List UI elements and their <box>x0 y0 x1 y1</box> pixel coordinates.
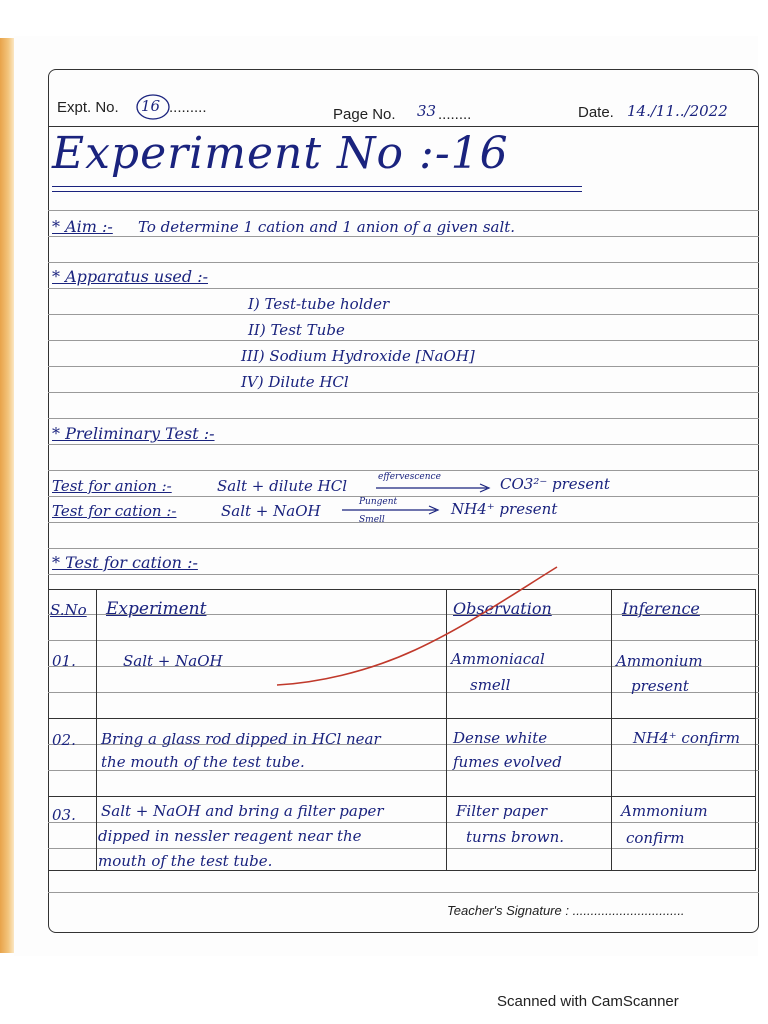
cation-arrow-label-top: Pungent <box>359 497 398 507</box>
page-no-label: Page No. <box>333 106 396 123</box>
row2-experiment: Bring a glass rod dipped in HCl near <box>101 730 381 748</box>
row2-experiment: the mouth of the test tube. <box>101 753 305 771</box>
page-no-dots: ........ <box>438 106 472 123</box>
row1-inference: present <box>631 677 689 695</box>
ruled-line <box>48 236 759 237</box>
ruled-line <box>48 262 759 263</box>
date-value: 14./11../2022 <box>627 102 728 120</box>
row1-sno: 01. <box>52 652 76 670</box>
ruled-line <box>48 444 759 445</box>
aim-text: To determine 1 cation and 1 anion of a given salt. <box>138 218 516 236</box>
row3-inference: Ammonium <box>621 802 708 820</box>
apparatus-item: I) Test-tube holder <box>248 295 390 313</box>
ruled-line <box>48 314 759 315</box>
ruled-line <box>48 470 759 471</box>
apparatus-item: III) Sodium Hydroxide [NaOH] <box>241 347 475 365</box>
row3-experiment: mouth of the test tube. <box>98 852 273 870</box>
teacher-signature: Teacher's Signature : ............................... <box>447 903 685 918</box>
row1-observation: Ammoniacal <box>451 650 545 668</box>
table-col-divider <box>611 589 612 870</box>
ruled-line <box>48 418 759 419</box>
ruled-line <box>48 496 759 497</box>
title-underline <box>52 186 582 187</box>
anion-arrow <box>375 483 493 493</box>
header-divider <box>48 126 759 127</box>
anion-test-reaction: Salt + dilute HCl <box>217 477 348 495</box>
row3-observation: turns brown. <box>466 828 565 846</box>
expt-no-value: 16 <box>141 97 161 115</box>
apparatus-label: * Apparatus used :- <box>52 267 208 286</box>
ruled-line <box>48 210 759 211</box>
ruled-line <box>48 822 759 823</box>
row1-observation: smell <box>470 676 511 694</box>
ruled-line <box>48 892 759 893</box>
cation-arrow-label-bottom: Smell <box>359 515 385 525</box>
row2-observation: Dense white <box>453 729 548 747</box>
aim-label: * Aim :- <box>52 217 113 236</box>
notebook-binding-edge <box>0 38 14 953</box>
expt-no-dots: ......... <box>169 99 207 116</box>
ruled-line <box>48 366 759 367</box>
table-col-divider <box>96 589 97 870</box>
row3-experiment: Salt + NaOH and bring a filter paper <box>101 802 384 820</box>
ruled-line <box>48 548 759 549</box>
apparatus-item: IV) Dilute HCl <box>241 373 349 391</box>
anion-arrow-label: effervescence <box>378 472 441 482</box>
expt-no-label: Expt. No. <box>57 99 119 116</box>
expt-no-circle <box>134 92 172 122</box>
header-inference: Inference <box>622 599 700 618</box>
ruled-line <box>48 848 759 849</box>
row3-inference: confirm <box>626 829 685 847</box>
row2-observation: fumes evolved <box>453 753 562 771</box>
date-label: Date. <box>578 104 614 121</box>
cation-test-reaction: Salt + NaOH <box>221 502 321 520</box>
row3-experiment: dipped in nessler reagent near the <box>98 827 362 845</box>
row1-experiment: Salt + NaOH <box>123 652 223 670</box>
row3-sno: 03. <box>52 806 76 824</box>
table-row-divider <box>48 718 756 719</box>
ruled-line <box>48 340 759 341</box>
test-cation-label: * Test for cation :- <box>52 553 198 572</box>
table-right-border <box>755 589 756 870</box>
row3-observation: Filter paper <box>456 802 548 820</box>
teacher-check-mark <box>275 565 560 690</box>
cation-result: NH4⁺ present <box>451 500 558 518</box>
page-no-value: 33 <box>417 102 437 120</box>
preliminary-label: * Preliminary Test :- <box>52 424 215 443</box>
row2-sno: 02. <box>52 731 76 749</box>
cation-test-lead: Test for cation :- <box>52 502 177 520</box>
table-bottom-border <box>48 870 756 871</box>
title-underline <box>52 191 582 192</box>
row1-inference: Ammonium <box>616 652 703 670</box>
header-observation: Observation <box>453 599 552 618</box>
table-row-divider <box>48 796 756 797</box>
ruled-line <box>48 288 759 289</box>
ruled-line <box>48 392 759 393</box>
experiment-title: Experiment No :-16 <box>52 128 509 179</box>
header-experiment: Experiment <box>106 599 207 619</box>
header-sno: S.No <box>50 601 87 619</box>
apparatus-item: II) Test Tube <box>248 321 345 339</box>
ruled-line <box>48 522 759 523</box>
anion-test-lead: Test for anion :- <box>52 477 172 495</box>
scanner-watermark: Scanned with CamScanner <box>497 993 679 1010</box>
row2-inference: NH4⁺ confirm <box>633 729 740 747</box>
anion-result: CO3²⁻ present <box>500 475 610 493</box>
cation-arrow <box>341 505 441 515</box>
